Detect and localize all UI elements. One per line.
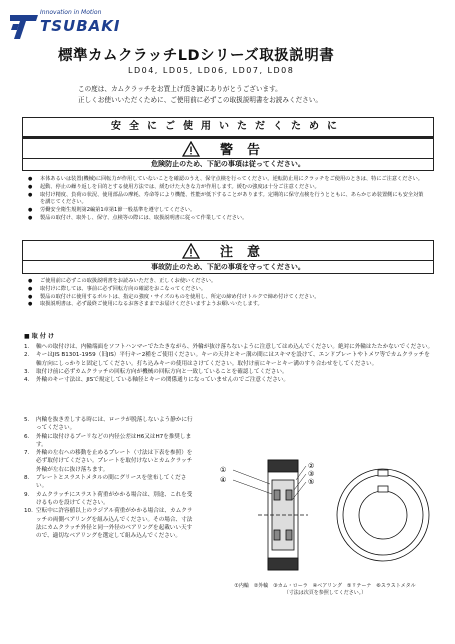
- caution-subtitle: 事故防止のため、下記の事項を守ってください。: [22, 261, 434, 274]
- callout-label: ⑤: [308, 478, 315, 486]
- step-item: [24, 474, 194, 491]
- step-text: 空転中に許容値以上のラジアル荷重がかかる場合は、カムクラッチの両側ベアリングを組み込んでください。その場合、寸法法にカムクラッチ外径と同一外径のベアリングを起載いい天すので、適切なベアリングを選定して組み込んでください。: [36, 508, 193, 540]
- step-number: 6.: [24, 433, 30, 440]
- logo-tagline: Innovation in Motion: [40, 9, 102, 16]
- step-text: プレートとスラストメタルの間にグリースを塗布してください。: [36, 475, 187, 490]
- step-text: 内輪を抜き差しする時には、ローラが脱落しないよう静かに行ってください。: [36, 417, 193, 432]
- warning-subtitle: 危険防止のため、下記の事項は従ってください。: [22, 158, 434, 171]
- callout-label: ③: [308, 470, 315, 478]
- warning-triangle-icon: [182, 141, 200, 157]
- list-item: ● 製品の取付けに使用するボルトは、指定の強度・サイズのものを使用し、所定の締め付けトルクで締め付けてください。: [28, 294, 428, 302]
- cam-clutch-drawing: [198, 450, 438, 580]
- caution-title: 注意: [219, 245, 274, 260]
- clutch-diagram: [198, 450, 438, 550]
- step-number: 5.: [24, 417, 30, 423]
- callout-label: ②: [308, 462, 315, 470]
- step-number: 9.: [24, 491, 30, 498]
- callout-label: ④: [220, 476, 227, 484]
- tsubaki-logo: [10, 7, 130, 41]
- list-item: ● 起動、停止の繰り返しを目的とする使用方法では、緩むけた大きな力が作用します。緩むの強度は十分ご注意ください。: [28, 184, 428, 192]
- caution-list: [28, 278, 428, 309]
- list-item: ● 本体あるいは装置(機械)に回転力が作用していないことを確認のうえ、保守点検を行ってください。逆転防止用にクラッチをご使用のときは、特にご注意ください。: [28, 176, 428, 184]
- warning-header: [22, 138, 434, 159]
- step-item: [24, 491, 194, 508]
- figure-legend: [205, 583, 445, 597]
- step-number: 1.: [24, 344, 30, 350]
- step-text: カムクラッチにスラスト荷重がかかる場合は、別途、これを受けるものを設けてください。: [36, 491, 193, 506]
- step-text: 取付け前に必ずカムクラッチの回転方向が機械の回転方向と一致していることを確認してください。: [36, 368, 288, 375]
- step-item: [24, 351, 434, 368]
- list-item: ● 製品の取付け、取外し、保守、点検等の際には、取扱説明書に従って作業してください。: [28, 215, 428, 223]
- caution-triangle-icon: [182, 243, 200, 259]
- intro-text: [78, 84, 408, 106]
- installation-steps-continued: [24, 416, 194, 540]
- document-title: 標準カムクラッチLDシリーズ取扱説明書: [58, 48, 335, 64]
- step-item: [24, 507, 194, 540]
- step-item: [24, 343, 434, 351]
- warning-list: [28, 176, 428, 223]
- list-item: ● 取付けに際しては、事前に必ず回転方向の確認をおこなってください。: [28, 286, 428, 294]
- step-text: 軸への取付けは、内輪端面をソフトハンマーでたたきながら、外輪が抜け落ちないように注意してはめ込んでください。絶対に外輪はたたかないでください。: [36, 344, 434, 350]
- step-item: [24, 376, 434, 384]
- step-number: 4.: [24, 377, 30, 384]
- logo-name: TSUBAKI: [40, 17, 121, 35]
- section-title: ■ 取 付 け: [24, 331, 54, 340]
- step-text: 外輪の左右への移動を止めるプレート（寸法は下表を参照）を必ず取付けてください。プレートを取付けないとカムクラッチ外輪が左右に抜け落ちます。: [36, 450, 193, 473]
- tsubaki-mark-icon: [10, 15, 38, 39]
- step-item: [24, 368, 434, 376]
- step-item: [24, 433, 194, 450]
- model-list: LD04, LD05, LD06, LD07, LD08: [128, 66, 295, 75]
- front-view: [337, 469, 429, 561]
- intro-line: この度は、カムクラッチをお買上げ頂き誠にありがとうございます。: [78, 85, 282, 93]
- list-item: ● 取付け精度、負荷の状況、使用部品の摩耗、寿命等により機能、性能が低下することがあります。定期的に保守点検を行うとともに、あらかじめ装置側にも安全対策を講じてください。: [28, 192, 428, 208]
- warning-title: 警告: [219, 143, 274, 158]
- legend-line: （寸法は次頁を参照してください。）: [283, 590, 367, 596]
- step-item: [24, 416, 194, 433]
- step-number: 2.: [24, 352, 30, 359]
- step-number: 7.: [24, 450, 30, 457]
- step-item: [24, 449, 194, 474]
- step-number: 10.: [24, 508, 33, 515]
- step-text: キーはJIS B1301-1959（旧JIS）平行キー2種をご使用ください。キーの天井とキー溝の間にはスキマを設けて、エンドプレートやトメワ等でカムクラッチを軸方向にしっかりと固定してください。打ち込みキーの使用はさけてください。取付け前にキーとキー溝のすり合わせをしてください。: [36, 352, 430, 367]
- installation-steps: [24, 343, 434, 384]
- step-number: 3.: [24, 368, 30, 375]
- list-item: ● ご使用前に必ずこの取扱説明書をお読みいただき、正しくお使いください。: [28, 278, 428, 286]
- callout-label: ①: [220, 466, 227, 474]
- step-text: 外輪に取付けるプーリなどの内径公差はH6又はH7を推奨します。: [36, 433, 192, 448]
- list-item: ● 取扱説明書は、必ず最終ご使用になるお客さままでお届けくださいますようお願いいたします。: [28, 301, 428, 309]
- step-text: 外輪のキー寸法は、JISで規定している軸径とキーの関係通りになっていませんのでご注意ください。: [36, 377, 289, 384]
- caution-header: [22, 240, 434, 261]
- step-number: 8.: [24, 475, 30, 482]
- safety-heading: 安全にご使用いただくために: [22, 117, 434, 138]
- intro-line: 正しくお使いいただくために、ご使用前に必ずこの取扱説明書をお読みください。: [78, 96, 322, 104]
- list-item: ● 労働安全衛生規則第2編第1章第1節一般基準を遵守してください。: [28, 207, 428, 215]
- legend-line: ①内輪 ②外輪 ③カム・ローラ ④ベアリング ⑤リテーナ ⑥スラストメタル: [234, 583, 416, 589]
